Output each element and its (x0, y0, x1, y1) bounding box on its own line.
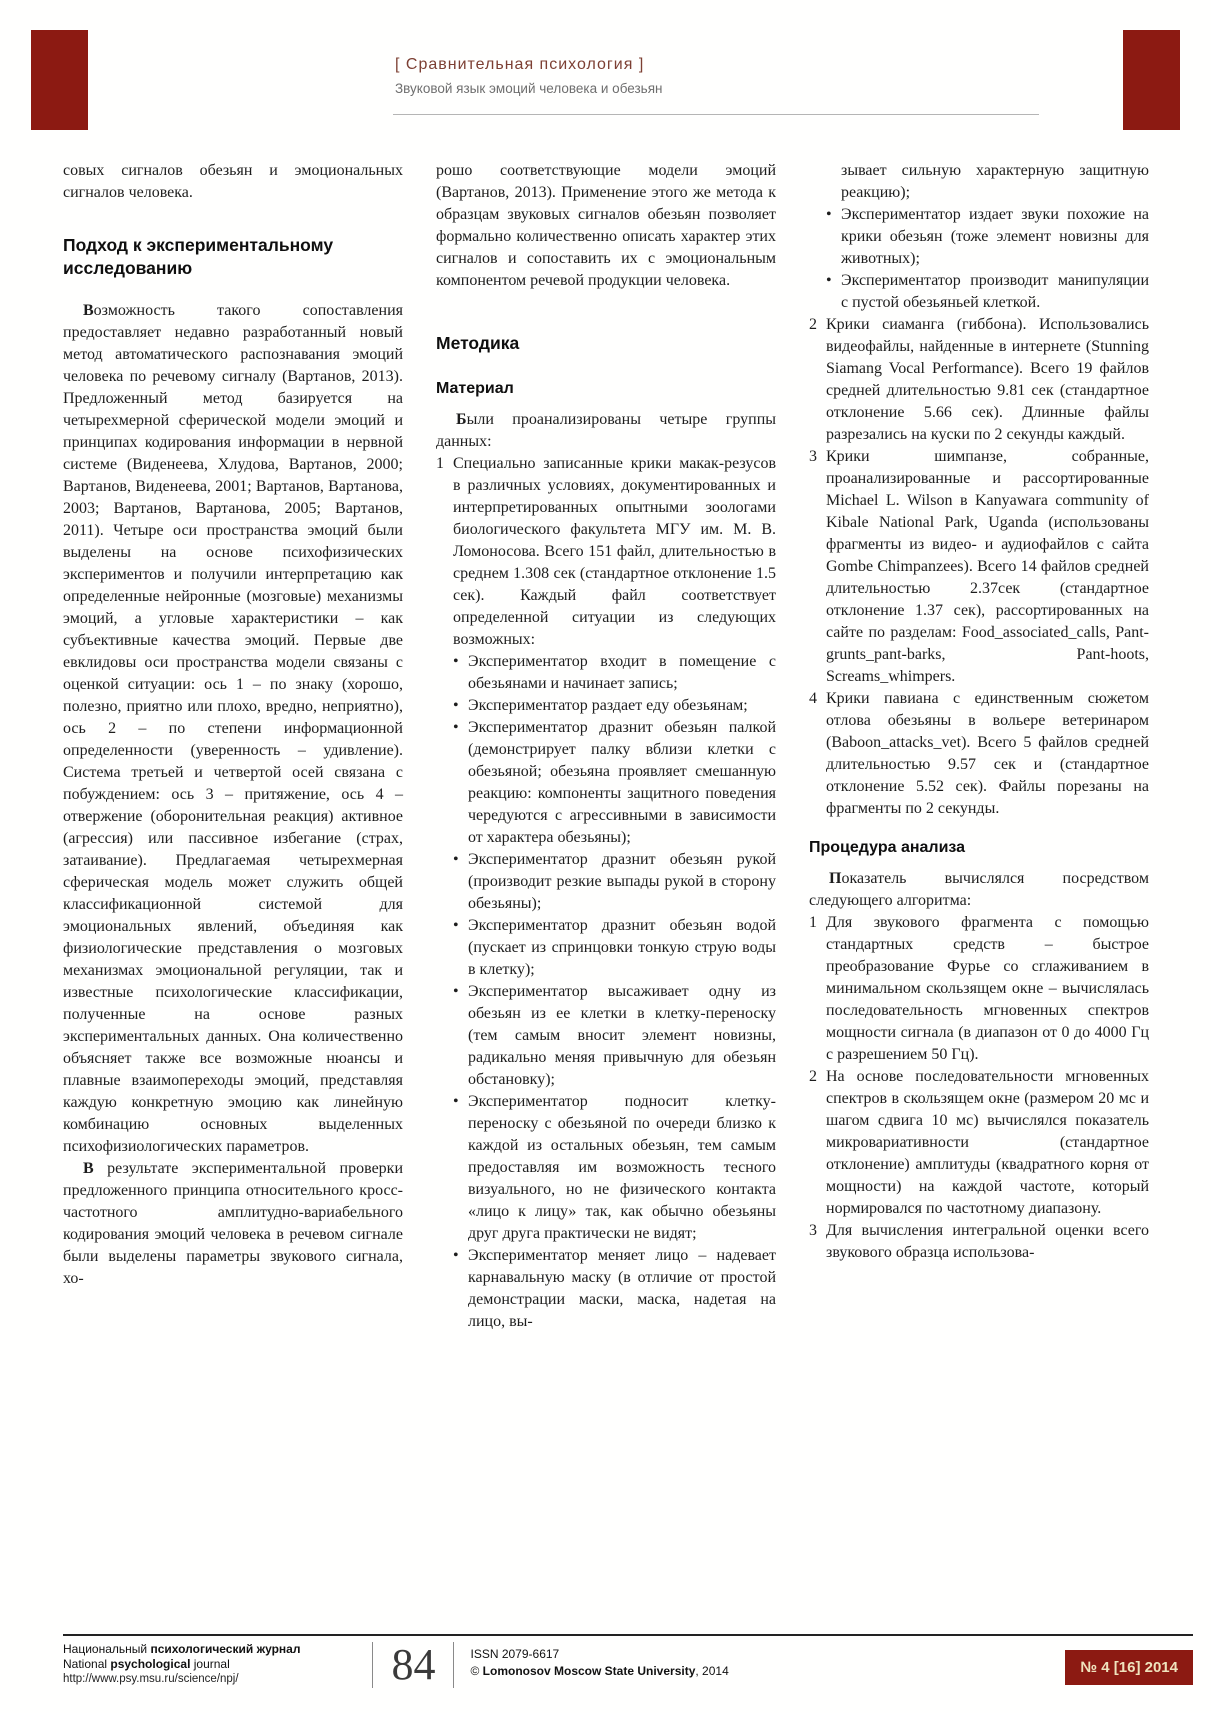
bullet-item (453, 695, 776, 717)
bullet-item (453, 849, 776, 915)
bullet-text: Экспериментатор высаживает одну из обезьян из ее клетки в клетку-переноску (тем самым вносит элемент новизны, радикально меняя привычную для обезьян обстановку); (468, 983, 776, 1088)
item-text: Крики павиана с единственным сюжетом отлова обезьяны в вольере ветеринаром (Baboon_attacks_vet). Всего 5 файлов средней длительностью 9.57 сек и (стандартное отклонение 5.52 сек). Файлы порезаны на фрагменты по 2 секунды. (826, 690, 1149, 817)
page-number: 84 (372, 1642, 454, 1688)
item-number: 1 (809, 914, 817, 931)
bullet-item (453, 1091, 776, 1245)
journal-name-en-bold: psychological (110, 1657, 191, 1671)
numbered-item (809, 912, 1149, 1066)
numbered-item (809, 1220, 1149, 1264)
bullet-item (453, 981, 776, 1091)
copyright-symbol: © (470, 1664, 480, 1678)
item-text: Крики шимпанзе, собранные, проанализированные и рассортированные Michael L. Wilson в Kanyawara community of Kibale National Park, Uganda (использованы фрагменты из видео- и аудиофайлов с сайта Gombe Chimpanzees). Всего 14 файлов средней длительностью 2.37сек (стандартное отклонение 1.37 сек), рассортированных на сайте по разделам: Food_associated_calls, Pant-grunts_pant-barks, Pant-hoots, Screams_whimpers. (826, 448, 1149, 685)
paragraph-text: результате экспериментальной проверки предложенного принципа относительного кросс-частотного амплитудно-вариабельного кодирования эмоций человека в речевом сигнале были выделены параметры звукового сигнала, хо- (63, 1160, 403, 1287)
bullet-icon: • (453, 917, 459, 934)
numbered-item (436, 453, 776, 1333)
bullet-icon: • (453, 653, 459, 670)
bullet-text: Экспериментатор раздает еду обезьянам; (468, 697, 748, 714)
column-middle (436, 160, 776, 1333)
item-text: Для звукового фрагмента с помощью стандартных средств – быстрое преобразование Фурье со сглаживанием в минимальном скользящем окне – вычислялась последовательность мгновенных спектров мощности сигнала (в диапазон от 0 до 4000 Гц с разрешением 50 Гц). (826, 914, 1149, 1063)
journal-url[interactable]: http://www.psy.msu.ru/science/npj/ (63, 1673, 239, 1685)
page-footer (63, 1634, 1193, 1688)
bullet-text: Экспериментатор подносит клетку-переноску с обезьяной по очереди близко к каждой из остальных обезьян, тем самым предоставляя им возможность тесного визуального, но не физического контакта «лицо к лицу» так, как обычно обезьяны друг друга практически не видят; (468, 1093, 776, 1242)
section-heading-method: Методика (436, 333, 520, 353)
journal-name-ru-bold: психологический журнал (150, 1642, 301, 1656)
bullet-continuation: зывает сильную характерную защитную реакцию); (841, 162, 1149, 201)
item-number: 2 (809, 1068, 817, 1085)
issue-badge: № 4 [16] 2014 (1065, 1650, 1193, 1685)
bullet-item (453, 1245, 776, 1333)
footer-journal-info (63, 1642, 300, 1687)
bullet-item (826, 204, 1149, 270)
item-text: Для вычисления интегральной оценки всего звукового образца использова- (826, 1222, 1149, 1261)
section-heading-approach: Подход к экспериментальному исследованию (63, 235, 334, 278)
bullet-icon: • (453, 697, 459, 714)
copyright-holder: Lomonosov Moscow State University (482, 1664, 696, 1678)
lead-letter: В (83, 1160, 94, 1177)
item-number: 3 (809, 448, 817, 465)
bullet-item (453, 717, 776, 849)
issn: ISSN 2079-6617 (470, 1647, 560, 1661)
paragraph-continuation: рошо соответствующие модели эмоций (Вартанов, 2013). Применение этого же метода к образцам звуковых сигналов обезьян позволяет формально количественно описать характер этих сигналов и сопоставить их с эмоциональным компонентом речевой продукции человека. (436, 162, 776, 289)
bullet-icon: • (826, 206, 832, 223)
paragraph-continuation: совых сигналов обезьян и эмоциональных сигналов человека. (63, 162, 403, 201)
paragraph-text: ыли проанализированы четыре группы данных: (436, 411, 776, 450)
journal-name-ru-prefix: Национальный (63, 1642, 148, 1656)
journal-name-en (63, 1657, 300, 1672)
bullet-icon: • (453, 851, 459, 868)
footer-publisher-info (470, 1642, 728, 1680)
bullet-item (826, 270, 1149, 314)
paragraph (809, 868, 1149, 912)
column-right (809, 160, 1149, 1333)
item-body (453, 453, 776, 1333)
paragraph-text: озможность такого сопоставления предоставляет недавно разработанный новый метод автоматического распознавания эмоций человека по речевому сигналу (Вартанов, 2013). Предложенный метод базируется на четырехмерной сферической модели эмоций и принципах кодирования информации в нервной системе (Виденеева, Хлудова, Вартанов, 2000; Вартанов, Виденеева, 2001; Вартанов, Вартанова, 2003; Вартанов, Вартанова, 2005; Вартанов, 2011). Четыре оси пространства эмоций были выделены на основе психофизических экспериментов и получили интерпретацию как определенные нейронные (мозговые) механизмы эмоций, а угловые характеристики – как субъективные качества эмоций. Первые две евклидовы оси пространства модели связаны с оценкой ситуации: ось 1 – по знаку (хорошо, полезно, приятно или плохо, вредно, неприятно), ось 2 – по степени информационной определенности (уверенность – удивление). Система третьей и четвертой осей связана с побуждением: ось 3 – притяжение, ось 4 – отвержение (оборонительная реакция) активное (агрессия) или пассивное избегание (страх, затаивание). Предлагаемая четырехмерная сферическая модель может служить общей классификационной системой для эмоциональных явлений, объединяя как физиологические представления о мозговых механизмах эмоциональной регуляции, так и известные психологические классификации, полученные на основе разных экспериментальных данных. Она количественно объясняет также все возможные нюансы и плавные взаимопереходы эмоций, представляя каждую конкретную эмоцию как линейную комбинацию основных выделенных психофизиологических параметров. (63, 302, 403, 1155)
bullet-text: Экспериментатор производит манипуляции с пустой обезьяньей клеткой. (841, 272, 1149, 311)
subsection-heading-material: Материал (436, 380, 514, 397)
bullet-list (453, 651, 776, 1333)
article-body (63, 160, 1149, 1333)
journal-name-en-suffix: journal (193, 1657, 230, 1671)
bullet-item (453, 915, 776, 981)
lead-letter: Б (456, 411, 467, 428)
paragraph (63, 1158, 403, 1290)
header-rule (393, 114, 1039, 115)
bullet-icon: • (453, 719, 459, 736)
lead-letter: В (83, 302, 94, 319)
lead-letter: П (829, 870, 842, 887)
item-number: 3 (809, 1222, 817, 1239)
journal-name-ru (63, 1642, 300, 1657)
item-number: 4 (809, 690, 817, 707)
subsection-heading-procedure: Процедура анализа (809, 839, 966, 856)
numbered-item (809, 314, 1149, 446)
numbered-item (809, 446, 1149, 688)
bullet-text: Экспериментатор дразнит обезьян палкой (демонстрирует палку вблизи клетки с обезьяной; обезьяна проявляет смешанную реакцию: компоненты защитного поведения чередуются с агрессивными в зависимости от характера обезьяны); (468, 719, 776, 846)
bullet-icon: • (453, 983, 459, 1000)
item-number: 1 (436, 455, 444, 472)
item-text: Специально записанные крики макак-резусов в различных условиях, документированных и интерпретированных опытными зоологами биологического факультета МГУ им. М. В. Ломоносова. Всего 151 файл, длительностью в среднем 1.308 сек (стандартное отклонение 1.5 сек). Каждый файл соответствует определенной ситуации из следующих возможных: (453, 455, 776, 648)
corner-decoration-left (31, 30, 88, 130)
numbered-item (809, 1066, 1149, 1220)
bullet-item (453, 651, 776, 695)
article-running-title: Звуковой язык эмоций человека и обезьян (395, 81, 663, 96)
copyright-year: , 2014 (695, 1664, 729, 1678)
bullet-icon: • (826, 272, 832, 289)
section-category: [ Сравнительная психология ] (395, 56, 645, 73)
numbered-item (809, 688, 1149, 820)
corner-decoration-right (1123, 30, 1180, 130)
bullet-text: Экспериментатор входит в помещение с обезьянами и начинает запись; (468, 653, 776, 692)
bullet-text: Экспериментатор меняет лицо – надевает карнавальную маску (в отличие от простой демонстрации маски, маска, надетая на лицо, вы- (468, 1247, 776, 1330)
bullet-icon: • (453, 1247, 459, 1264)
bullet-text: Экспериментатор дразнит обезьян рукой (производит резкие выпады рукой в сторону обезьяны); (468, 851, 776, 912)
bullet-text: Экспериментатор дразнит обезьян водой (пускает из спринцовки тонкую струю воды в клетку); (468, 917, 776, 978)
paragraph-text: оказатель вычислялся посредством следующего алгоритма: (809, 870, 1149, 909)
item-text: Крики сиаманга (гиббона). Использовались видеофайлы, найденные в интернете (Stunning Siamang Vocal Performance). Всего 19 файлов средней длительностью 9.81 сек (стандартное отклонение 5.66 сек). Длинные файлы разрезались на куски по 2 секунды каждый. (826, 316, 1149, 443)
copyright (470, 1663, 728, 1680)
bullet-list (809, 204, 1149, 314)
bullet-icon: • (453, 1093, 459, 1110)
column-left (63, 160, 403, 1333)
bullet-text: Экспериментатор издает звуки похожие на крики обезьян (тоже элемент новизны для животных); (841, 206, 1149, 267)
paragraph (436, 409, 776, 453)
page-header (395, 56, 662, 96)
item-number: 2 (809, 316, 817, 333)
journal-name-en-prefix: National (63, 1657, 108, 1671)
item-text: На основе последовательности мгновенных спектров в скользящем окне (размером 20 мс и шагом сдвига 10 мс) вычислялся показатель микровариативности (стандартное отклонение) амплитуды (квадратного корня от мощности) на каждой частоте, который нормировался по частотному диапазону. (826, 1068, 1149, 1217)
paragraph (63, 300, 403, 1158)
